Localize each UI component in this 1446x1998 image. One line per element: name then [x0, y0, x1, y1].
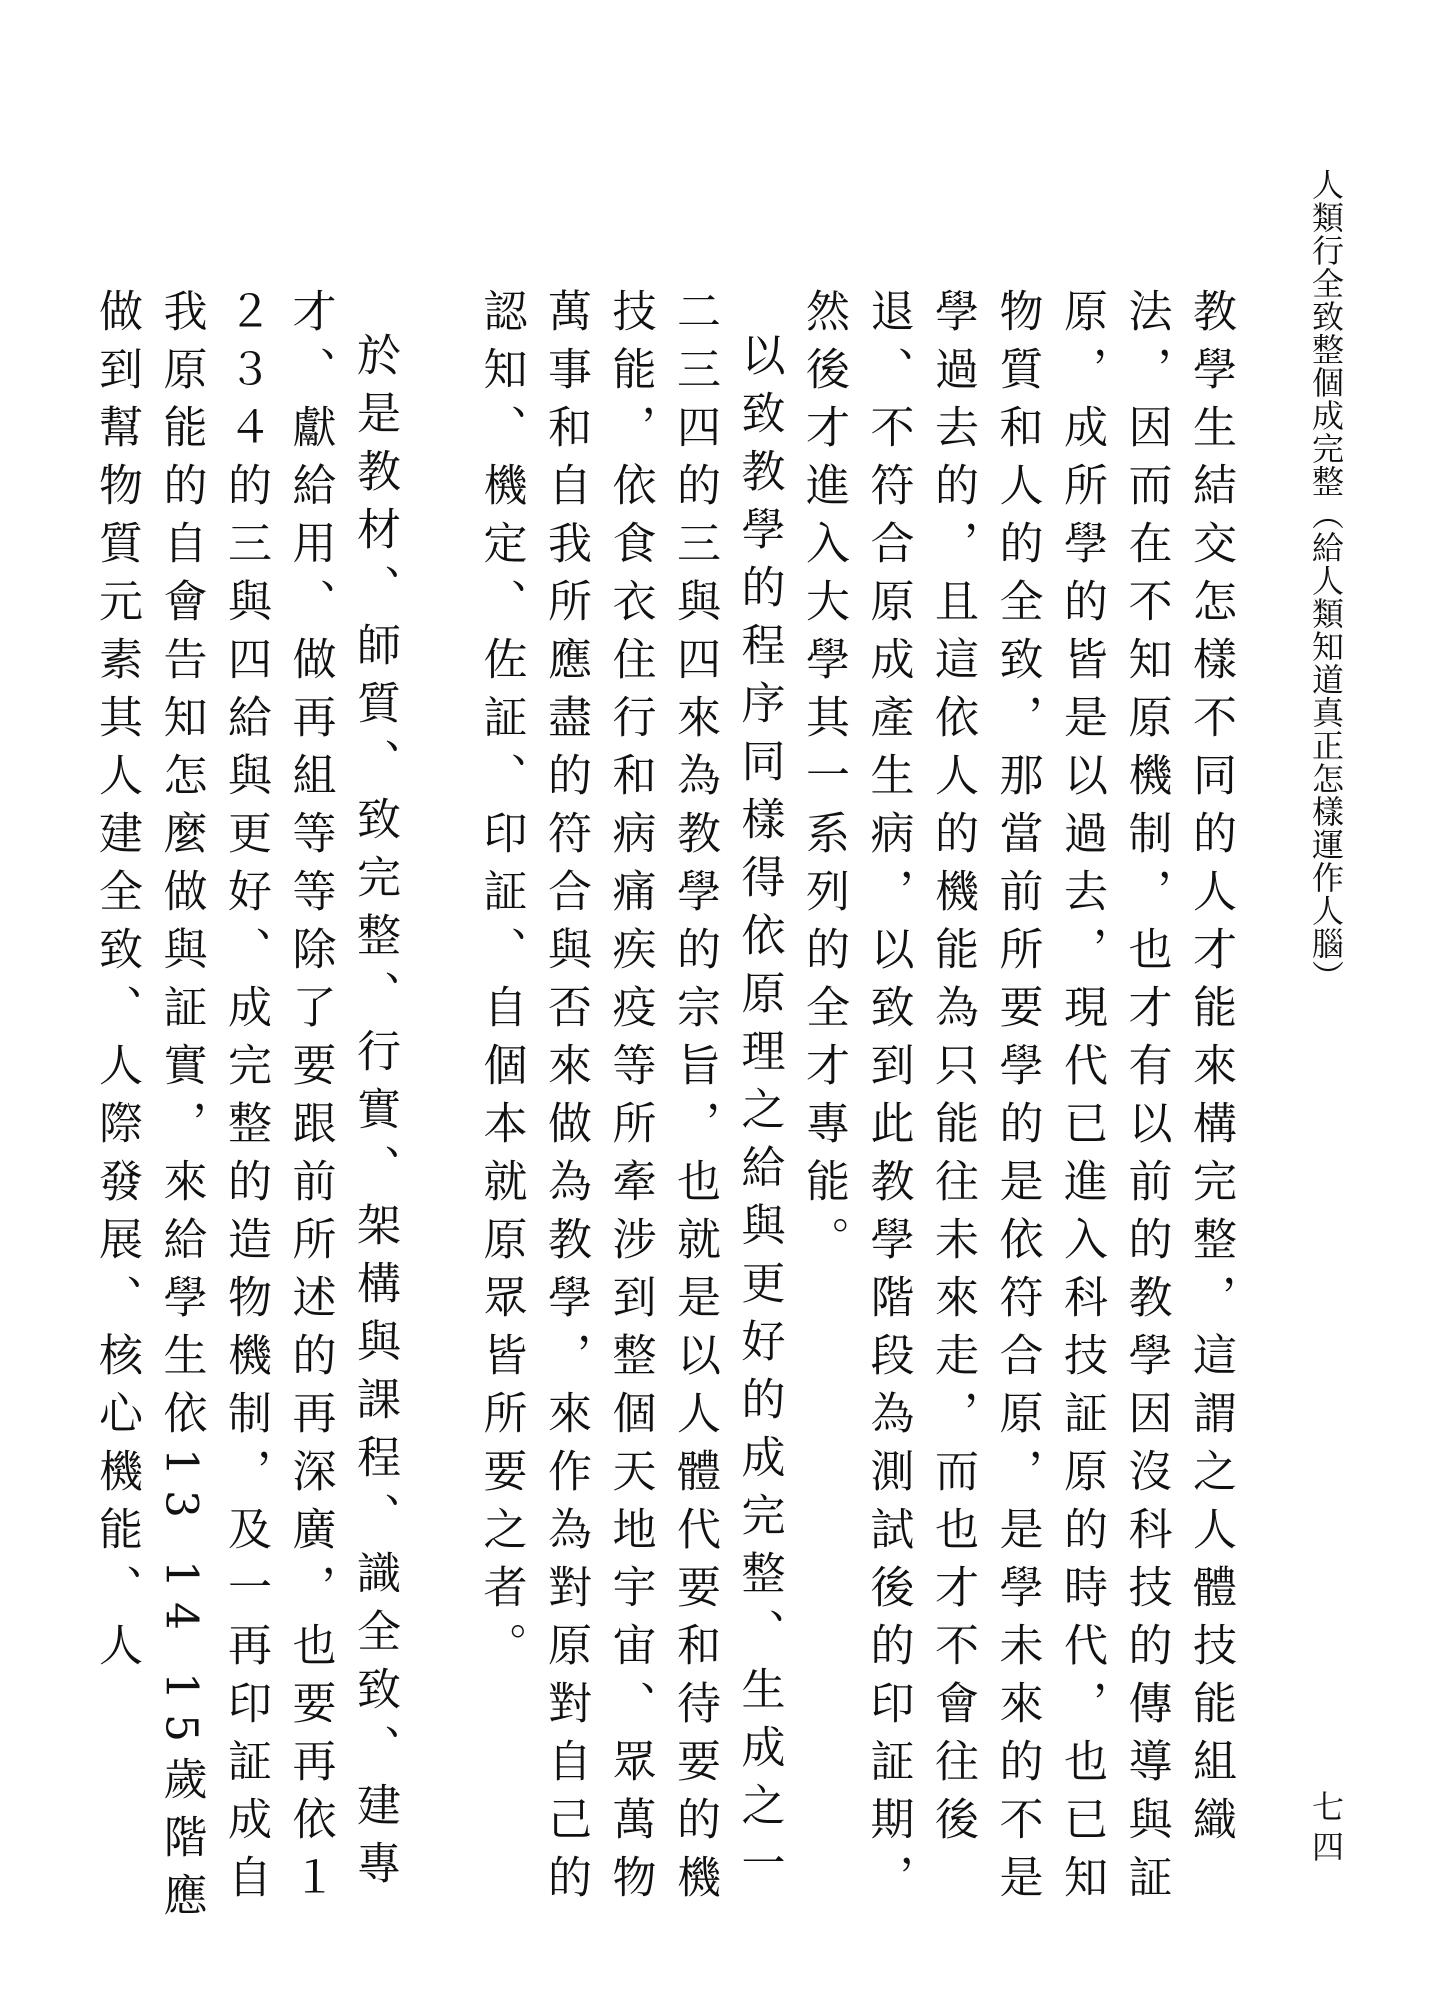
paragraph-2: 以致教學的程序同樣得依原理之給與更好的成完整、生成之一二三四的三與四來為教學的宗旨，也就是以人體代要和待要的機技能，依食衣住行和病痛疾疫等所牽涉到整個天地宇宙、眾萬物萬事和自我所應盡的符合與否來做為教學，來作為對原對自己的認知、機定、佐証、印証、自個本就原眾皆所要之者。 — [475, 288, 785, 1912]
body-text — [91, 288, 1242, 1938]
paragraph-1: 教學生結交怎樣不同的人才能來構完整，這謂之人體技能組織法，因而在不知原機制，也才有以前的教學因沒科技的傳導與証原，成所學的皆是以過去，現代已進入科技証原的時代，也已知物質和人的全致，那當前所要學的是依符合原，是學未來的不是學過去的，且這依人的機能為只能往未來走，而也才不會往後退、不符合原成產生病，以致到此教學階段為測試後的印証期，然後才進入大學其一系列的全才專能。 — [798, 288, 1236, 1912]
running-header: 人類行全致整個成完整（給人類知道真正怎樣運作人腦） — [1307, 168, 1345, 993]
page-number: 七四 — [1307, 1790, 1345, 1870]
paragraph-3: 於是教材、師質、致完整、行實、架構與課程、識全致、建專才、獻給用、做再組等等除了要跟前所述的再深廣，也要再依１２３４的三與四給與更好、成完整的造物機制，及一再印証成自我原能的自會告知怎麼做與証實，來給學生依13 14 15歲階應做到幫物質元素其人建全致、人際發展、核心機能、人 — [91, 288, 400, 1930]
